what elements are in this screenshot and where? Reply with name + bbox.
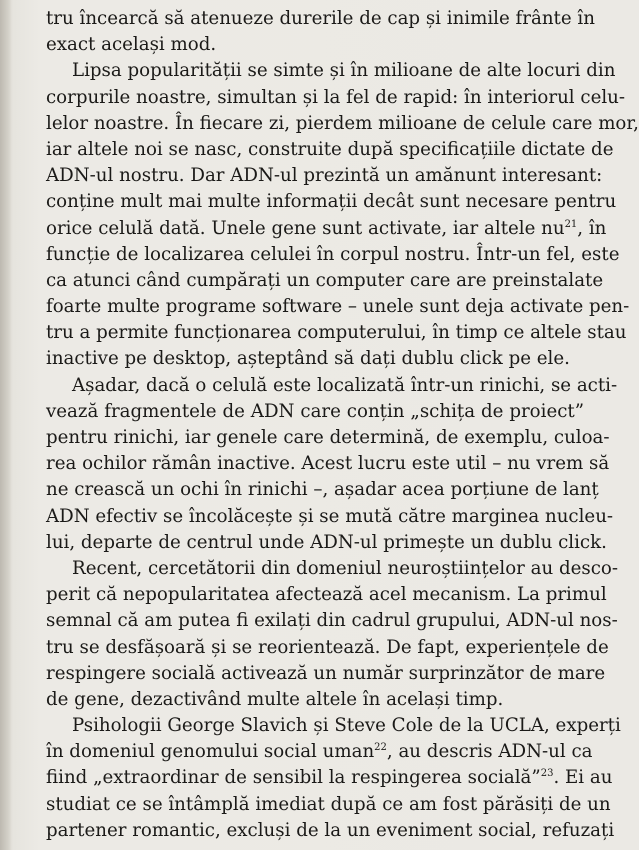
paragraph-start: Lipsa popularității se simte și în milioane de alte locuri din (72, 60, 616, 82)
text-line-with-footnote (46, 739, 593, 765)
text-line: ADN efectiv se încolăcește și se mută către marginea nucleu- (46, 505, 614, 527)
text-line-with-footnote (46, 216, 607, 242)
text-line: ca atunci când cumpărați un computer care are preinstalate (46, 269, 604, 291)
text-line: pentru rinichi, iar genele care determină, de exemplu, culoa- (46, 427, 610, 448)
footnote-marker: 23 (540, 768, 554, 780)
text-line: vează fragmentele de ADN care conțin „schița de proiect” (46, 400, 584, 422)
text-line: lelor noastre. În fiecare zi, pierdem milioane de celule care mor, (46, 112, 639, 134)
text-line: respingere socială activează un număr surprinzător de mare (46, 662, 606, 684)
text-line: corpurile noastre, simultan și la fel de rapid: în interiorul celu- (46, 86, 626, 108)
paragraph-start: Recent, cercetătorii din domeniul neuroștiințelor au desco- (72, 557, 618, 579)
text-segment: , în (577, 217, 607, 239)
text-line: studiat ce se întâmplă imediat după ce am fost părăsiți de un (46, 793, 611, 815)
text-line: ne crească un ochi în rinichi –, așadar acea porțiune de lanț (46, 479, 599, 501)
text-line: semnal că am putea fi exilați din cadrul grupului, ADN-ul nos- (46, 610, 618, 632)
text-line: tru se desfășoară și se reorientează. De fapt, experiențele de (46, 636, 609, 658)
page-spine-shadow (0, 0, 12, 850)
text-segment: fiind „extraordinar de sensibil la respingerea socială” (46, 767, 541, 789)
text-segment: orice celulă dată. Unele gene sunt activate, iar altele nu (46, 217, 565, 239)
text-line: rea ochilor rămân inactive. Acest lucru este util – nu vrem să (46, 453, 610, 475)
footnote-marker: 22 (374, 742, 387, 754)
text-line: iar altele noi se nasc, construite după specificațiile dictate de (46, 138, 614, 160)
text-line: exact același mod. (46, 34, 217, 56)
text-line: ADN-ul nostru. Dar ADN-ul prezintă un amănunt interesant: (46, 165, 603, 187)
text-segment: . Ei au (553, 767, 613, 789)
text-line: perit că nepopularitatea afectează acel mecanism. La primul (46, 584, 607, 606)
text-line: partener romantic, excluși de la un eveniment social, refuzați (46, 819, 615, 841)
text-line-with-footnote (46, 765, 613, 791)
text-line: funcție de localizarea celulei în corpul nostru. Într-un fel, este (46, 243, 620, 265)
text-segment: , au descris ADN-ul ca (386, 741, 593, 763)
text-line: foarte multe programe software – unele sunt deja activate pen- (46, 296, 630, 318)
paragraph-start: Așadar, dacă o celulă este localizată într-un rinichi, se acti- (72, 374, 618, 396)
text-line: tru încearcă să atenueze durerile de cap și inimile frânte în (46, 8, 595, 29)
text-line: de gene, dezactivând multe altele în același timp. (46, 688, 504, 710)
text-line: lui, departe de centrul unde ADN-ul primește un dublu click. (46, 531, 607, 553)
footnote-marker: 21 (564, 218, 578, 230)
text-segment: în domeniul genomului social uman (46, 741, 375, 763)
text-line: inactive pe desktop, așteptând să dați dublu click pe ele. (46, 348, 570, 370)
body-text (46, 6, 639, 844)
paragraph-start: Psihologii George Slavich și Steve Cole de la UCLA, experți (72, 715, 621, 737)
text-line: conține mult mai multe informații decât sunt necesare pentru (46, 191, 617, 213)
text-line: tru a permite funcționarea computerului, în timp ce altele stau (46, 322, 627, 344)
